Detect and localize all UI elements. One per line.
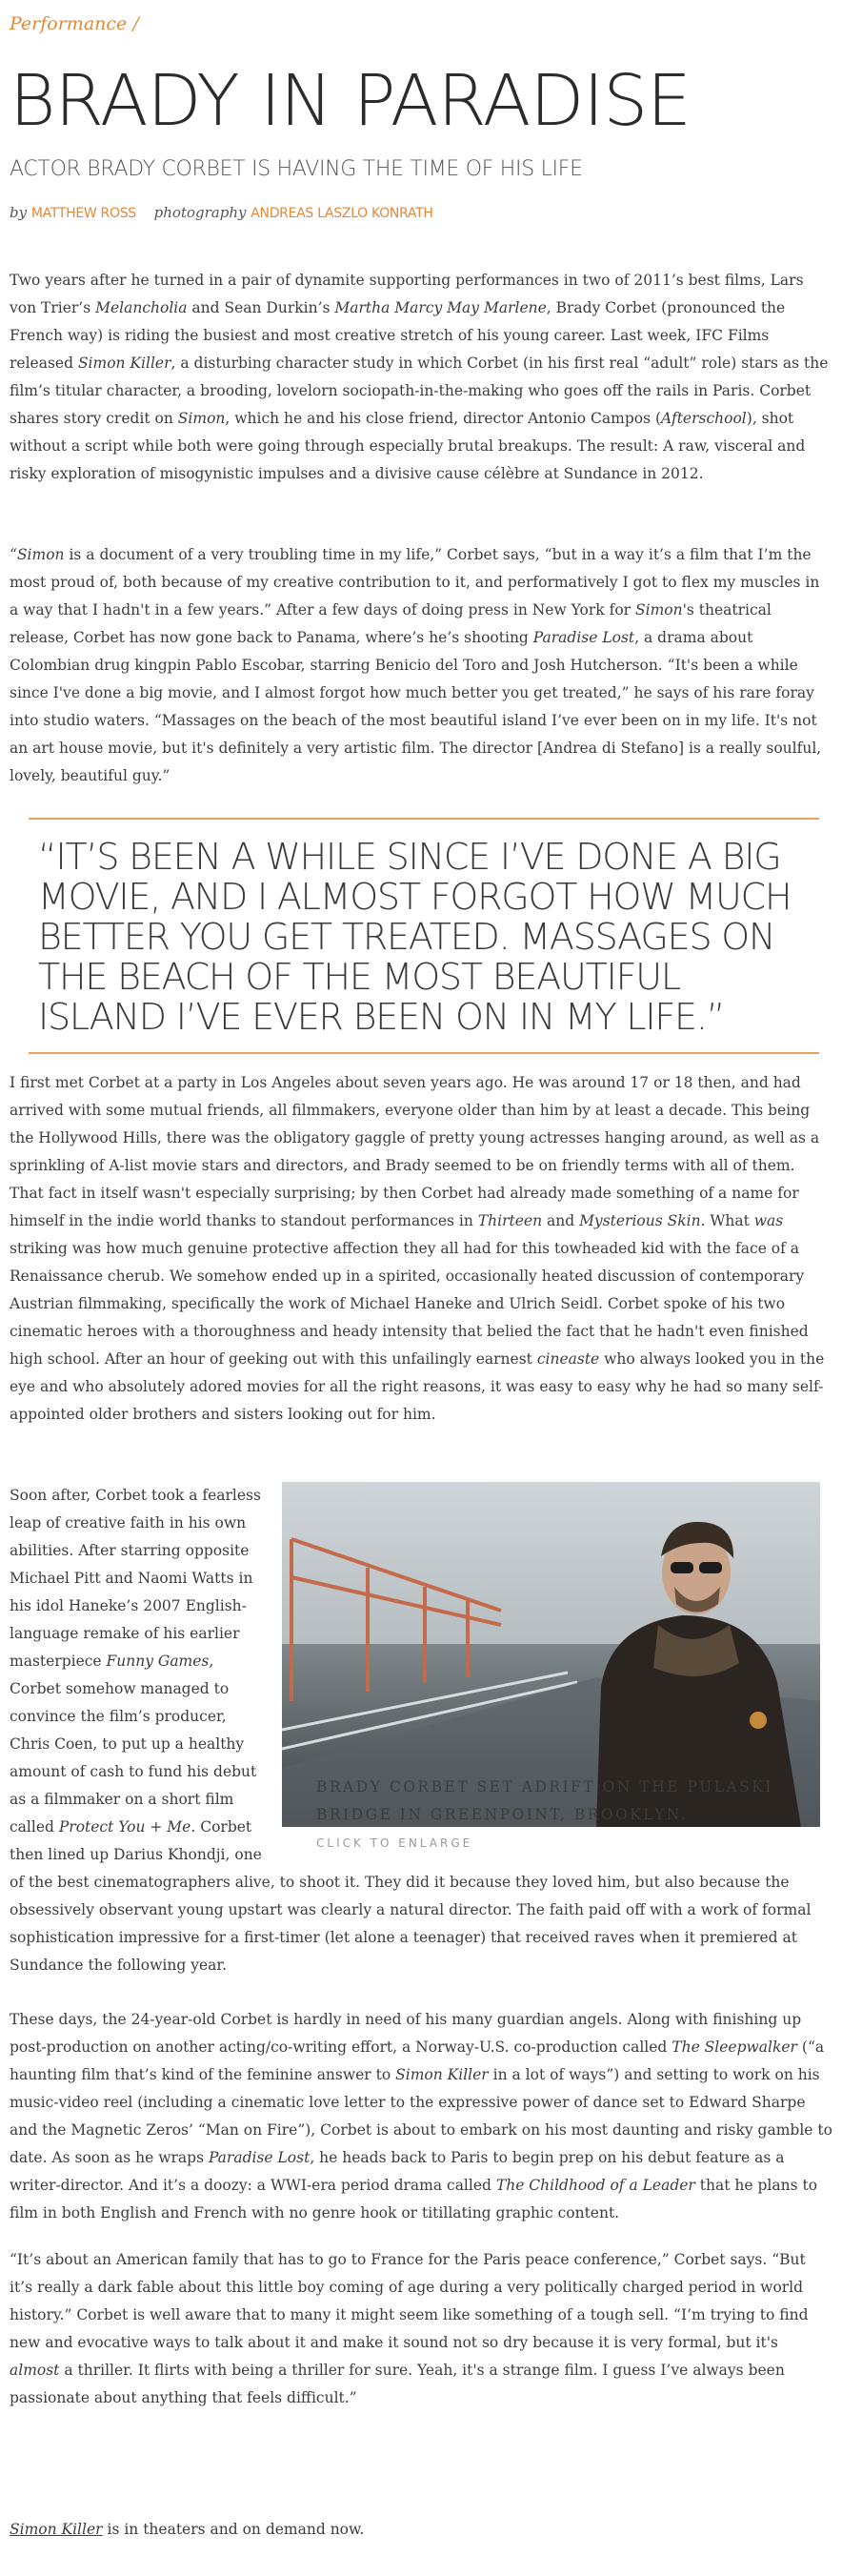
film-title: Simon bbox=[177, 410, 226, 427]
click-to-enlarge-link[interactable]: CLICK TO ENLARGE bbox=[316, 1836, 473, 1850]
paragraph-4: Soon after, Corbet took a fearless leap of creative faith in his own abilities. After starring opposite Michael Pitt and Naomi Watts in his idol Haneke’s 2007 English-language remake of his earlier masterpiece Funny Games, Corbet somehow managed to convince the film’s producer, Chris Coen, to put up a healthy amount of cash to fund his debut as a filmmaker on a short film called Protect You + Me. Corbet then lined up Darius Khondji, one of the best cinematographers alive, to shoot it. They did it because they loved him, but also because the obsessively observant young upstart was clearly a natural director. The faith paid off with a work of formal sophistication impressive for a first-timer (let alone a teenager) that received raves when it premiered at Sundance the following year. bbox=[10, 1487, 812, 1974]
photo-caption: BRADY CORBET SET ADRIFT ON THE PULASKI BRIDGE IN GREENPOINT, BROOKLYN. bbox=[316, 1778, 774, 1823]
pull-quote-text: “IT’S BEEN A WHILE SINCE I’VE DONE A BIG MOVIE, AND I ALMOST FORGOT HOW MUCH BETTER YOU GET TREATED. MASSAGES ON THE BEACH OF THE MOST BEAUTIFUL ISLAND I’VE EVER BEEN ON IN MY LIFE.” bbox=[38, 836, 792, 1038]
film-title: Protect You + Me bbox=[58, 1818, 191, 1836]
article-title: BRADY IN PARADISE bbox=[10, 60, 691, 142]
simon-killer-link[interactable]: Simon Killer bbox=[10, 2521, 103, 2538]
film-title: Simon bbox=[635, 601, 683, 619]
author-name[interactable]: MATTHEW ROSS bbox=[30, 206, 136, 221]
film-title: The Childhood of a Leader bbox=[495, 2177, 695, 2194]
brady-corbet-photo[interactable] bbox=[282, 1482, 820, 1827]
film-title: Paradise Lost bbox=[208, 2149, 311, 2166]
paragraph-4-with-photo bbox=[10, 1482, 832, 1979]
film-title: Simon Killer bbox=[395, 2066, 489, 2083]
film-title: Paradise Lost bbox=[532, 629, 635, 646]
paragraph-2: “Simon is a document of a very troubling time in my life,” Corbet says, “but in a way it’s a film that I’m the most proud of, both because of my creative contribution to it, and performatively I got to flex my muscles in a way that I hadn't in a few years.” After a few days of doing press in New York for Simon's theatrical release, Corbet has now gone back to Panama, where’s he’s shooting Paradise Lost, a drama about Colombian drug kingpin Pablo Escobar, starring Benicio del Toro and Josh Hutcherson. “It's been a while since I've done a big movie, and I almost forgot how much better you get treated,” he says of his rare foray into studio waters. “Massages on the beach of the most beautiful island I’ve ever been on in my life. It's not an art house movie, but it's definitely a very artistic film. The director [Andrea di Stefano] is a really soulful, lovely, beautiful guy.” bbox=[10, 546, 822, 784]
film-title: Simon Killer bbox=[77, 355, 171, 372]
photography-label: photography bbox=[153, 204, 247, 221]
film-title: Martha Marcy May Marlene bbox=[334, 299, 547, 316]
paragraph-6: “It’s about an American family that has to go to France for the Paris peace conference,” Corbet says. “But it’s really a dark fable about this little boy coming of age during a very politically charged period in world history.” Corbet is well aware that to many it might seem like something of a tough sell. “I’m trying to find new and evocative ways to talk about it and make it sound not so dry because it is very formal, but it's almost a thriller. It flirts with being a thriller for sure. Yeah, it's a strange film. I guess I’ve always been passionate about anything that feels difficult.” bbox=[10, 2251, 809, 2406]
emphasis: was bbox=[753, 1212, 784, 1229]
film-title: The Sleepwalker bbox=[672, 2038, 797, 2056]
film-title: Afterschool bbox=[661, 410, 747, 427]
emphasis: cineaste bbox=[536, 1350, 600, 1368]
paragraph-1: Two years after he turned in a pair of dynamite supporting performances in two of 2011’s best films, Lars von Trier’s Melancholia and Sean Durkin’s Martha Marcy May Marlene, Brady Corbet (pronounced the French way) is riding the busiest and most creative stretch of his young career. Last week, IFC Films released Simon Killer, a disturbing character study in which Corbet (in his first real “adult” role) stars as the film’s titular character, a brooding, lovelorn sociopath-in-the-making who goes off the rails in Paris. Corbet shares story credit on Simon, which he and his close friend, director Antonio Campos (Afterschool), shot without a script while both were going through especially brutal breakups. The result: A raw, visceral and risky exploration of misogynistic impulses and a divisive cause célèbre at Sundance in 2012. bbox=[10, 272, 829, 482]
byline bbox=[10, 204, 433, 221]
paragraph-5: These days, the 24-year-old Corbet is hardly in need of his many guardian angels. Along with finishing up post-production on another acting/co-writing effort, a Norway-U.S. co-production called The Sleepwalker (“a haunting film that’s kind of the feminine answer to Simon Killer in a lot of ways”) and setting to work on his music-video reel (including a cinematic love letter to the expressive power of dance set to Edward Sharpe and the Magnetic Zeros’ “Man on Fire”), Corbet is about to embark on his most daunting and risky gamble to date. As soon as he wraps Paradise Lost, he heads back to Paris to begin prep on his debut feature as a writer-director. And it’s a doozy: a WWI-era period drama called The Childhood of a Leader that he plans to film in both English and French with no genre hook or titillating graphic content. bbox=[10, 2011, 832, 2221]
film-title: Simon bbox=[16, 546, 65, 563]
film-title: Melancholia bbox=[95, 299, 188, 316]
photo-figure bbox=[282, 1482, 832, 1858]
article-subtitle: ACTOR BRADY CORBET IS HAVING THE TIME OF HIS LIFE bbox=[10, 157, 583, 181]
film-title: Funny Games bbox=[106, 1653, 210, 1670]
availability-note: Simon Killer is in theaters and on demand now. bbox=[10, 2521, 365, 2538]
film-title: Thirteen bbox=[477, 1212, 543, 1229]
section-link-performance[interactable]: Performance / bbox=[10, 13, 139, 34]
emphasis: almost bbox=[10, 2362, 60, 2379]
pull-quote bbox=[29, 818, 819, 1054]
film-title: Mysterious Skin bbox=[579, 1212, 701, 1229]
paragraph-3: I first met Corbet at a party in Los Angeles about seven years ago. He was around 17 or 18 then, and had arrived with some mutual friends, all filmmakers, everyone older than him by at least a decade. This being the Hollywood Hills, there was the obligatory gaggle of pretty young actresses hanging around, as well as a sprinkling of A-list movie stars and directors, and Brady seemed to be on friendly terms with all of them. That fact in itself wasn't especially surprising; by then Corbet had already made something of a name for himself in the indie world thanks to standout performances in Thirteen and Mysterious Skin. What was striking was how much genuine protective affection they all had for this towheaded kid with the face of a Renaissance cherub. We somehow ended up in a spirited, occasionally heated discussion of contemporary Austrian filmmaking, specifically the work of Michael Haneke and Ulrich Seidl. Corbet spoke of his two cinematic heroes with a thoroughness and heady intensity that belied the fact that he hadn't even finished high school. After an hour of geeking out with this unfailingly earnest cineaste who always looked you in the eye and who absolutely adored movies for all the right reasons, it was easy to easy why he had so many self-appointed older brothers and sisters looking out for him. bbox=[10, 1074, 825, 1423]
photographer-name[interactable]: ANDREAS LASZLO KONRATH bbox=[251, 206, 433, 221]
by-label: by bbox=[10, 204, 28, 221]
